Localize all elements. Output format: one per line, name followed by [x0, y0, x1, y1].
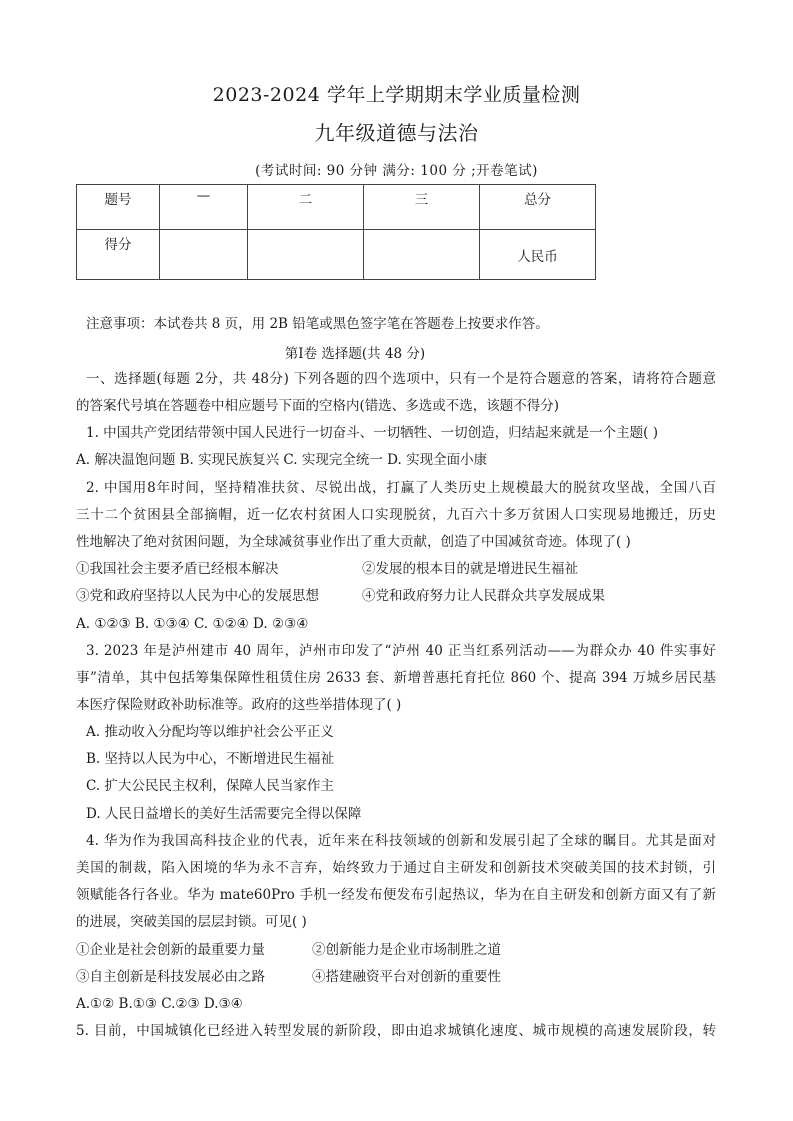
q1-stem: 1. 中国共产党团结带领中国人民进行一切奋斗、一切牺牲、一切创造，归结起来就是一个主题( ): [86, 425, 658, 441]
attention-note: 注意事项：本试卷共 8 页，用 2B 铅笔或黑色签字笔在答题卷上按要求作答。: [86, 316, 549, 332]
score-cell: [248, 230, 364, 280]
q4-options: A.①② B.①③ C.②③ D.③④: [76, 996, 243, 1012]
q4-choice: ④搭建融资平台对创新的重要性: [312, 969, 501, 985]
score-cell: [160, 230, 248, 280]
score-cell: 人民币: [480, 230, 596, 280]
score-cell: 题号: [77, 185, 160, 230]
part-1-title: 第Ⅰ卷 选择题(共 48 分): [284, 346, 426, 362]
q2-stem-line: 2. 中国用8年时间，坚持精准扶贫、尽锐出战，打赢了人类历史上规模最大的脱贫攻坚战，全国八百: [86, 480, 716, 496]
q3-option-d: D. 人民日益增长的美好生活需要完全得以保障: [86, 806, 362, 822]
q4-stem-line: 美国的制裁，陷入困境的华为永不言弃，始终致力于通过自主研发和创新技术突破美国的技术封锁，引: [76, 860, 716, 876]
q2-stem-line: 性地解决了绝对贫困问题，为全球减贫事业作出了重大贡献，创造了中国减贫奇迹。体现了( ): [76, 534, 631, 550]
score-cell: 二: [248, 185, 364, 230]
q2-stem-line: 三十二个贫困县全部摘帽，近一亿农村贫困人口实现脱贫，九百六十多万贫困人口实现易地搬迁，历史: [76, 507, 716, 523]
score-table-score-row: [77, 230, 596, 280]
q4-stem-line: 4. 华为作为我国高科技企业的代表，近年来在科技领域的创新和发展引起了全球的瞩目。尤其是面对: [86, 833, 716, 849]
q2-choice: ②发展的根本目的就是增进民生福祉: [362, 561, 578, 577]
q3-stem-line: 事”清单，其中包括筹集保障性租赁住房 2633 套、新增普惠托育托位 860 个、提高 394 万城乡居民基: [76, 670, 716, 686]
q4-stem-line: 的进展，突破美国的层层封锁。可见( ): [76, 914, 307, 930]
score-table-header-row: [77, 185, 596, 230]
q1-options: A. 解决温饱问题 B. 实现民族复兴 C. 实现完全统一 D. 实现全面小康: [76, 452, 488, 468]
q4-choice: ①企业是社会创新的最重要力量: [76, 942, 265, 958]
exam-subject: 九年级道德与法治: [314, 121, 479, 145]
exam-title: 2023-2024 学年上学期期末学业质量检测: [212, 84, 581, 106]
q3-option-b: B. 坚持以人民为中心，不断增进民生福祉: [86, 751, 335, 767]
q2-options: A. ①②③ B. ①③④ C. ①②④ D. ②③④: [76, 616, 309, 632]
q2-choice: ④党和政府努力让人民群众共享发展成果: [362, 588, 605, 604]
score-cell: 三: [364, 185, 480, 230]
q3-option-a: A. 推动收入分配均等以维护社会公平正义: [86, 724, 334, 740]
q2-choice: ③党和政府坚持以人民为中心的发展思想: [76, 588, 319, 604]
section-intro-line: 的答案代号填在答题卷中相应题号下面的空格内(错选、多选或不选，该题不得分): [76, 398, 560, 414]
score-cell: —: [160, 185, 248, 230]
q3-stem-line: 本医疗保险财政补助标准等。政府的这些举措体现了( ): [76, 697, 402, 713]
q3-stem-line: 3. 2023 年是泸州建市 40 周年，泸州市印发了“泸州 40 正当红系列活动——为群众办 40 件实事好: [86, 643, 716, 659]
q4-stem-line: 领赋能各行各业。华为 mate60Pro 手机一经发布便发布引起热议，华为在自主研发和创新方面又有了新: [76, 887, 716, 903]
score-cell: 总分: [480, 185, 596, 230]
q4-choice: ②创新能力是企业市场制胜之道: [312, 942, 501, 958]
q5-stem-line: 5. 目前，中国城镇化已经进入转型发展的新阶段，即由追求城镇化速度、城市规模的高速发展阶段，转: [76, 1023, 716, 1039]
section-intro-line: 一、选择题(每题 2分，共 48分) 下列各题的四个选项中，只有一个是符合题意的答案，请将符合题意: [86, 371, 716, 387]
score-cell: 得分: [77, 230, 160, 280]
score-table: [76, 184, 596, 280]
q3-option-c: C. 扩大公民民主权利，保障人民当家作主: [86, 778, 334, 794]
score-cell: [364, 230, 480, 280]
q2-choice: ①我国社会主要矛盾已经根本解决: [76, 561, 279, 577]
q4-choice: ③自主创新是科技发展必由之路: [76, 969, 265, 985]
exam-info: (考试时间: 90 分钟 满分: 100 分 ;开卷笔试): [255, 163, 538, 179]
